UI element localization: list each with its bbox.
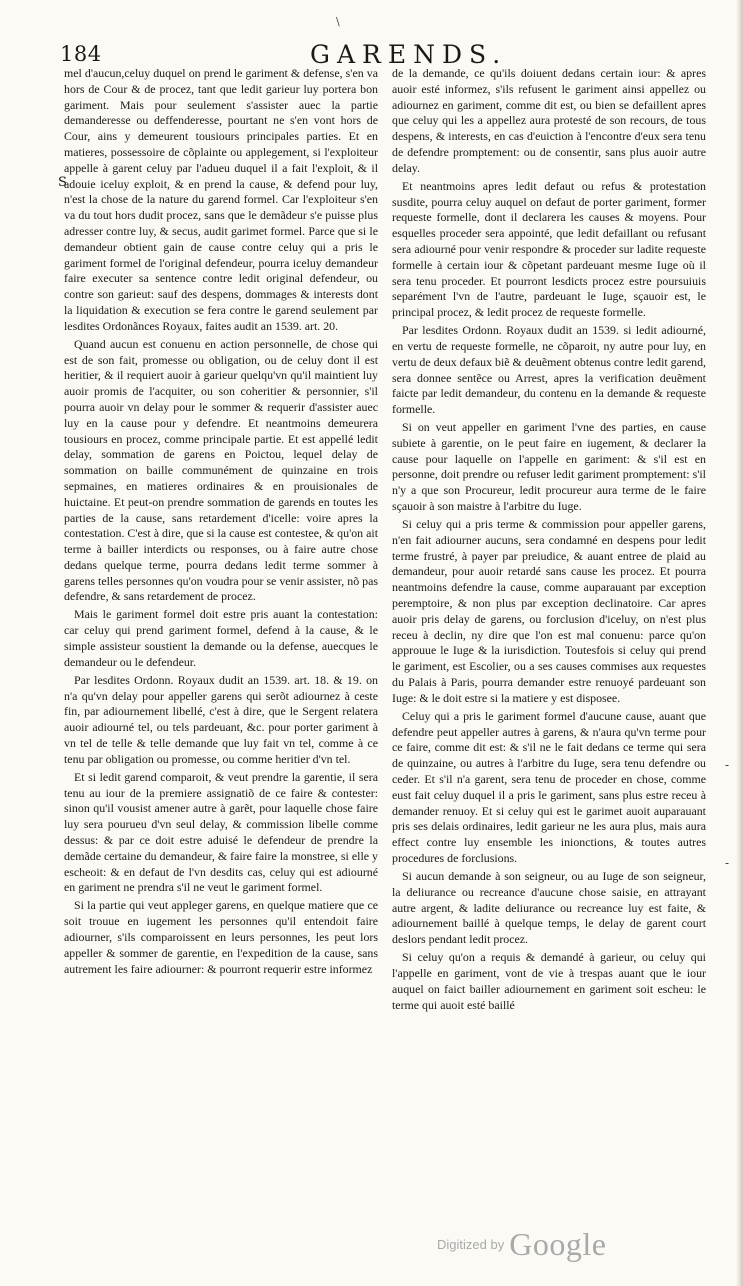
google-logo: Google xyxy=(509,1226,607,1262)
paragraph: Celuy qui a pris le gariment formel d'aucune cause, auant que defendre peut appeller autres à garens, & n'aura qu'vn terme pour ce faire, comme dit est: & s'il ne le fait dedans ce terme qui sera de quinzaine, ou autres à l'arbitre du Iuge, sera tenu defendre ou ceder. Et s'il n'a garent, sera tenu de proceder en chose, comme eust fait celuy duquel il a pris le gariment, sans plus estre receu à demander renuoy. Et si celuy qui est le garimet auoit auparauant pris ses delais ordinaires, ledit garieur ne les aura plus, mais aura effect contre luy ensemble les inionctions, & toutes autres procedures de forclusions. xyxy=(392,708,706,865)
digitized-watermark xyxy=(437,1226,607,1263)
paragraph: Mais le gariment formel doit estre pris auant la contestation: car celuy qui prend gariment formel, defend à la cause, & le simple assisteur soustient la demande ou la defense, auecques le demandeur ou le defendeur. xyxy=(64,607,378,669)
paragraph: Si aucun demande à son seigneur, ou au Iuge de son seigneur, la deliurance ou recreance d'aucune chose saisie, en attrayant autre argent, & ladite deliurance ou recreance luy est faite, & adiournement baillé à quelque temps, le delay de garent court deslors pendant ledit procez. xyxy=(392,868,706,947)
running-head: GARENDS. xyxy=(310,40,508,69)
page-number: 184 xyxy=(60,42,102,66)
paragraph: Si celuy qui a pris terme & commission pour appeller garens, n'en fait adiourner aucuns, sera condamné en despens pour ledit terme frustré, à payer par preiudice, & auant entree de plaid au demandeur, pour auoir retardé sans cause les procez. Et pourra neantmoins defendre la cause, comme auparauant par exception peremptoire, & non plus par exception declinatoire. Car apres auoir pris delay de garens, ou forclusion d'iceluy, on n'est plus receu à declin, ny dire que l'on est mal conuenu: parce qu'on approuue le Iuge & la iurisdiction. Toutesfois si celuy qui prend le gariment, est Escolier, ou a ses causes commises aux requestes du Palais à Paris, pourra demander estre renuoyé pardeuant son Iuge: & le doit estre si la matiere y est disposee. xyxy=(392,517,706,705)
top-mark: \ xyxy=(336,15,340,28)
paragraph: Par lesdites Ordonn. Royaux dudit an 1539. si ledit adiourné, en vertu de requeste formelle, ne cõparoit, ny autre pour luy, en vertu de deux defaux biẽ & deuẽment obtenus contre ledit garend, sera donnee sentẽce ou Arrest, apres la verification deuẽment faicte par ledit demandeur, du contenu en la demande & requeste formelle. xyxy=(392,323,706,417)
page-edge xyxy=(736,0,743,1286)
left-column xyxy=(64,66,378,1176)
paragraph: Si la partie qui veut appleger garens, en quelque matiere que ce soit trouue en iugement les personnes qu'il entendoit faire adiourner, s'ils comparoissent en leurs personnes, les peut lors appeller & sommer de garentie, en l'expedition de la cause, sans autrement les faire adiourner: & pourront requerir estre informez xyxy=(64,898,378,976)
paragraph: Quand aucun est conuenu en action personnelle, de chose qui est de son fait, promesse ou obligation, ou de celuy dont il est heritier, & il requiert auoir à garieur quelqu'vn qu'il maintient luy auoir promis de l'acquiter, ou son coheritier & personnier, s'il pourra auoir vn delay pour le sommer & requerir d'assister auec luy en la cause pour y defendre. Et neantmoins demeurera tousiours en procez, comme principale partie. Et est appellé ledit delay, sommation de garens en Poictou, lequel delay de sommation on baille communément de quinzaine en trois sepmaines, en matieres ordinaires & en prouisionales de huictaine. Et peut-on prendre sommation de garends en toutes les parties de la cause, sans retardement d'icelle: voire apres la contestation. C'est à dire, que si la cause est contestee, & qu'on ait terme à bailler interdicts ou responses, ou à faire autre chose dedans quelque terme, pourra dedans ledit terme sommer à garens telles personnes qu'on voudra pour se venir assister, nõ pas defendre, & sans retardement de procez. xyxy=(64,336,378,604)
right-column xyxy=(392,66,706,1176)
paragraph: Si on veut appeller en gariment l'vne des parties, en cause subiete à garentie, on le peut faire en iugement, & declarer la cause pour laquelle on l'appelle en gariment: & s'il est en personne, doit prendre ou refuser ledit gariment promptement: s'il n'y a que son Procureur, ledit procureur aura terme de le faire sçauoir à son maistre à l'arbitre du Iuge. xyxy=(392,420,706,514)
paragraph: Et si ledit garend comparoit, & veut prendre la garentie, il sera tenu au iour de la premiere assignatiõ de ce faire & contester: sinon qu'il vousist amener autre à garẽt, pour laquelle chose faire luy sera pourueu d'vn seul delay, & commission libelle comme dessus: & par ce doit estre aduisé le defendeur de prendre la demãde certaine du demandeur, & faire faire la monstree, si elle y escheoit: & en defaut de l'vn desdits cas, celuy qui est adiourné en gariment ne prendra s'il ne veut le gariment formel. xyxy=(64,769,378,895)
margin-mark: S xyxy=(58,175,67,190)
text-columns xyxy=(64,66,714,1176)
edge-mark: - xyxy=(725,758,730,772)
paragraph: de la demande, ce qu'ils doiuent dedans certain iour: & apres auoir esté informez, s'ils refusent le gariment ainsi appellez ou adiournez en gariment, comme dit est, ou bien se defaillent apres que celuy qui les a appellez aura protesté de son recours, de tous despens, & interests, en cas d'euiction à l'encontre d'eux sera tenu de defendre promptement: ou de consentir, sans plus auoir autre delay. xyxy=(392,66,706,175)
watermark-label: Digitized by xyxy=(437,1237,505,1252)
paragraph: mel d'aucun,celuy duquel on prend le gariment & defense, s'en va hors de Cour & de procez, tant que ledit garieur luy portera bon gariment. Mais pour seulement s'assister auec la partie demanderesse ou deffenderesse, pourtant ne s'en vont hors de Cour, ains y demeurent tousiours principales parties. Et en matieres, possessoire de cõplainte ou applegement, si l'exploiteur appelle à garent celuy par l'adueu duquel il a fait l'exploit, & il adouie iceluy exploit, & en prend la cause, & defend pour luy, n'est la chose de la nature du garend formel. Car l'exploiteur s'en va du tout hors dudit procez, sans que le demãdeur s'e puisse plus adresser contre luy, & secus, audit garimet formel. Parce que si le demandeur obtient gain de cause contre celuy qui a pris le gariment formel de l'original defendeur, pourra iceluy demandeur faire executer sa sentence contre ledit original defendeur, ou contre son garieut: sauf des despens, dommages & interests dont la liquidation & execution se fera contre le garend seulement par lesdites Ordonãnces Royaux, faites audit an 1539. art. 20. xyxy=(64,66,378,333)
edge-mark: - xyxy=(725,856,730,870)
paragraph: Et neantmoins apres ledit defaut ou refus & protestation susdite, pourra celuy auquel on defaut de porter gariment, former requeste formelle, dont il declarera les causes & moyens. Pour esquelles proceder sera appointé, que ledit defaillant ou refusant sera adiourné pour venir respondre & proceder sur ladite requeste formelle à certain iour & cõpetant pardeuant mesme Iuge où il sera tenu proceder. Et pourront lesdicts procez estre poursuiuis separément l'vn de l'autre, pardeuant le Iuge, sçauoir est, le principal procez, & ledit procez de requeste formelle. xyxy=(392,178,706,320)
page-header xyxy=(60,40,712,68)
paragraph: Par lesdites Ordonn. Royaux dudit an 1539. art. 18. & 19. on n'a qu'vn delay pour appeller garens qui serõt adiournez à ceste fin, par adiournement libellé, c'est à dire, que le Sergent relatera auoir adiourné tel, ou tels pardeuant, &c. pour porter gariment à vn tel de telle & telle demande que luy fait vn tel, comme à ce tenu par obligation ou promesse, ou comme heritier d'vn tel. xyxy=(64,672,378,766)
paragraph: Si celuy qu'on a requis & demandé à garieur, ou celuy qui l'appelle en gariment, vont de vie à trespas auant que le iour auquel on faict bailler adiournement en gariment soit escheu: le terme qui auoit esté baillé xyxy=(392,950,706,1012)
